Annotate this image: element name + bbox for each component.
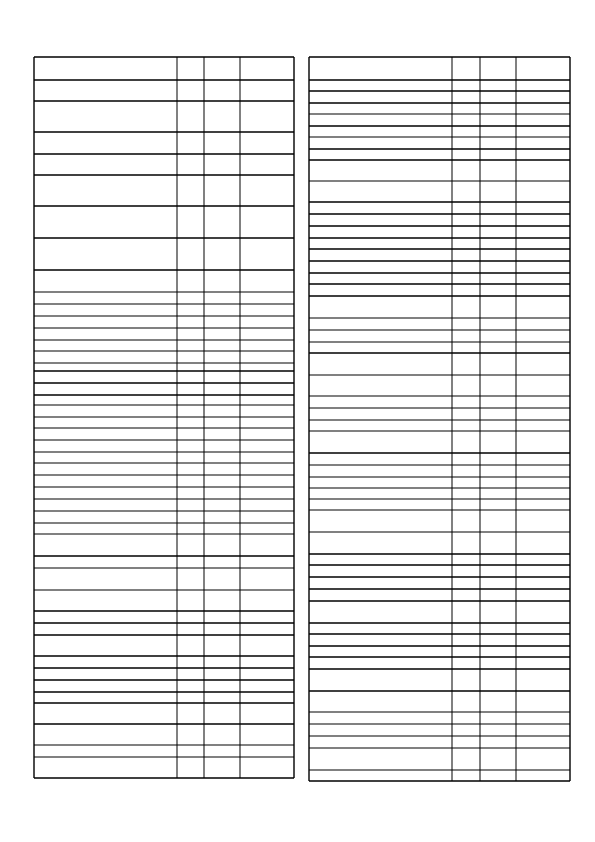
right-table [309, 57, 570, 781]
left-table [34, 57, 294, 778]
